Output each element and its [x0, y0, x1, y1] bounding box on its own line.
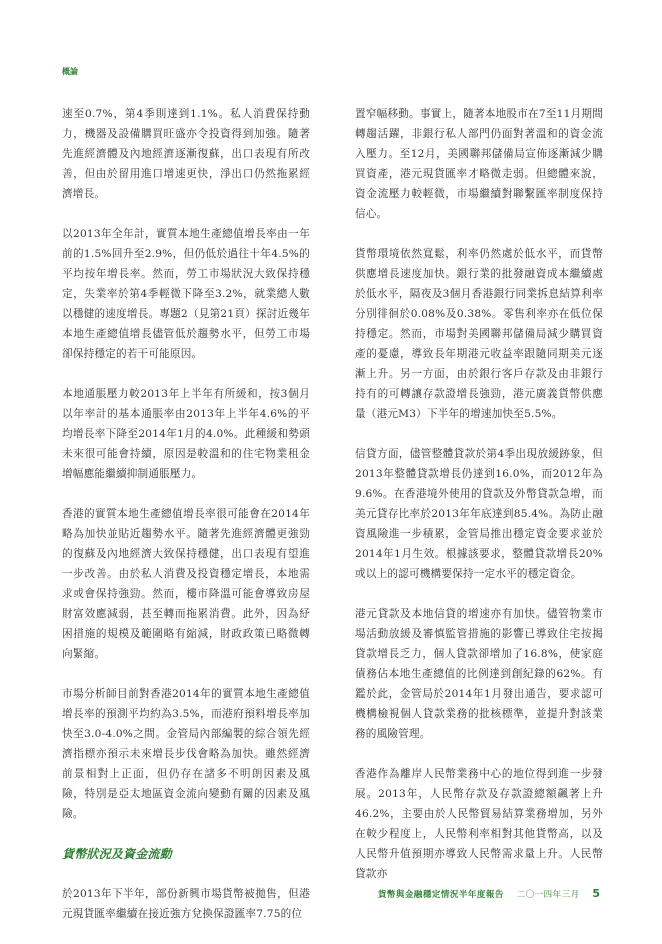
- paragraph: 香港作為離岸人民幣業務中心的地位得到進一步發展。2013年，人民幣存款及存款證總額飆著上升46.2%，主要由於人民幣貿易結算業務增加，另外在較少程度上，人民幣利率相對其他貨幣高，以及人民幣升值預期亦導致人民幣需求量上升。人民幣貸款亦: [355, 768, 603, 880]
- left-column: [62, 104, 310, 944]
- paragraph: 港元貸款及本地信貸的增速亦有加快。儘管物業市場活動放緩及審慎監管措施的影響已導致住宅按揭貸款增長乏力，個人貸款卻增加了16.8%，使家庭債務佔本地生產總值的比例達到創紀錄的62%。有鑑於此，金管局於2014年1月發出通告，要求認可機構檢視個人貸款業務的批核標準，並提升對該業務的風險管理。: [355, 608, 603, 740]
- paragraph: 本地通脹壓力較2013年上半年有所緩和，按3個月以年率計的基本通脹率由2013年上半年4.6%的平均增長率下降至2014年1月的4.0%。此種緩和勢頭未來很可能會持續，原因是較溫和的住宅物業租金增幅應能繼續抑制通脹壓力。: [62, 388, 310, 480]
- section-heading: 貨幣狀況及資金流動: [62, 847, 172, 861]
- paragraph: 置窄幅移動。事實上，隨著本地股市在7至11月期間轉趨活躍，非銀行私人部門仍面對著溫和的資金流入壓力。至12月，美國聯邦儲備局宣佈逐漸減少購買資產，港元現貨匯率才略微走弱。但總體來說，資金流壓力較輕微，市場繼續對聯繫匯率制度保持信心。: [355, 108, 603, 220]
- page-number: 5: [592, 887, 600, 900]
- right-column: [355, 104, 603, 904]
- publication-title: 貨幣與金融穩定情況半年度報告: [377, 890, 504, 900]
- publication-date: 二〇一四年三月: [516, 890, 580, 900]
- page-footer: [378, 887, 600, 900]
- paragraph: 速至0.7%，第4季則達到1.1%。私人消費保持動力，機器及設備購買旺盛亦令投資得到加強。隨著先進經濟體及內地經濟逐漸復蘇，出口表現有所改善，但由於留用進口增速更快，淨出口仍然拖累經濟增長。: [62, 108, 310, 200]
- paragraph: 香港的實質本地生產總值增長率很可能會在2014年略為加快並貼近趨勢水平。隨著先進經濟體更強勁的復蘇及內地經濟大致保持穩健，出口表現有望進一步改善。由於私人消費及投資穩定增長，本地需求或會保持強勁。然而，樓市降溫可能會導致房屋財富效應減弱，甚至轉而拖累消費。此外，因為紓困措施的規模及範圍略有縮減，財政政策已略微轉向緊縮。: [62, 508, 310, 660]
- paragraph: 於2013年下半年，部份新興市場貨幣被拋售，但港元現貨匯率繼續在接近強方兌換保證匯率7.75的位: [62, 888, 310, 920]
- paragraph: 以2013年全年計，實質本地生產總值增長率由一年前的1.5%回升至2.9%，但仍低於過往十年4.5%的平均按年增長率。然而，勞工市場狀況大致保持穩定，失業率於第4季輕微下降至3.2%，就業總人數以穩健的速度增長。專題2（見第21頁）探討近幾年本地生產總值增長儘管低於趨勢水平，但勞工市場卻保持穩定的若干可能原因。: [62, 228, 310, 360]
- section-header: 概論: [62, 67, 78, 76]
- paragraph: 市場分析師目前對香港2014年的實質本地生產總值增長率的預測平均約為3.5%，而港府預料增長率加快至3.0-4.0%之間。金管局內部編製的綜合領先經濟指標亦預示未來增長步伐會略為加快。雖然經濟前景相對上正面，但仍存在諸多不明朗因素及風險，特別是亞太地區資金流向變動有關的因素及風險。: [62, 688, 310, 820]
- paragraph: 信貸方面，儘管整體貸款於第4季出現放緩跡象，但2013年整體貸款增長仍達到16.0%，而2012年為9.6%。在香港境外使用的貸款及外幣貸款急增，而美元貸存比率於2013年年底達到85.4%。為防止融資風險進一步積累，金管局推出穩定資金要求並於2014年1月生效。根據該要求，整體貸款增長20%或以上的認可機構要保持一定水平的穩定資金。: [355, 448, 603, 580]
- paragraph: 貨幣環境依然寬鬆，利率仍然處於低水平，而貨幣供應增長速度加快。銀行業的批發融資成本繼續處於低水平，隔夜及3個月香港銀行同業拆息結算利率分別徘徊於0.08%及0.38%。零售利率亦在低位保持穩定。然而，市場對美國聯邦儲備局減少購買資產的憂慮，導致長年期港元收益率跟隨同期美元逐漸上升。另一方面，由於銀行客戶存款及由非銀行持有的可轉讓存款證增長強勁，港元廣義貨幣供應量（港元M3）下半年的增速加快至5.5%。: [355, 248, 603, 420]
